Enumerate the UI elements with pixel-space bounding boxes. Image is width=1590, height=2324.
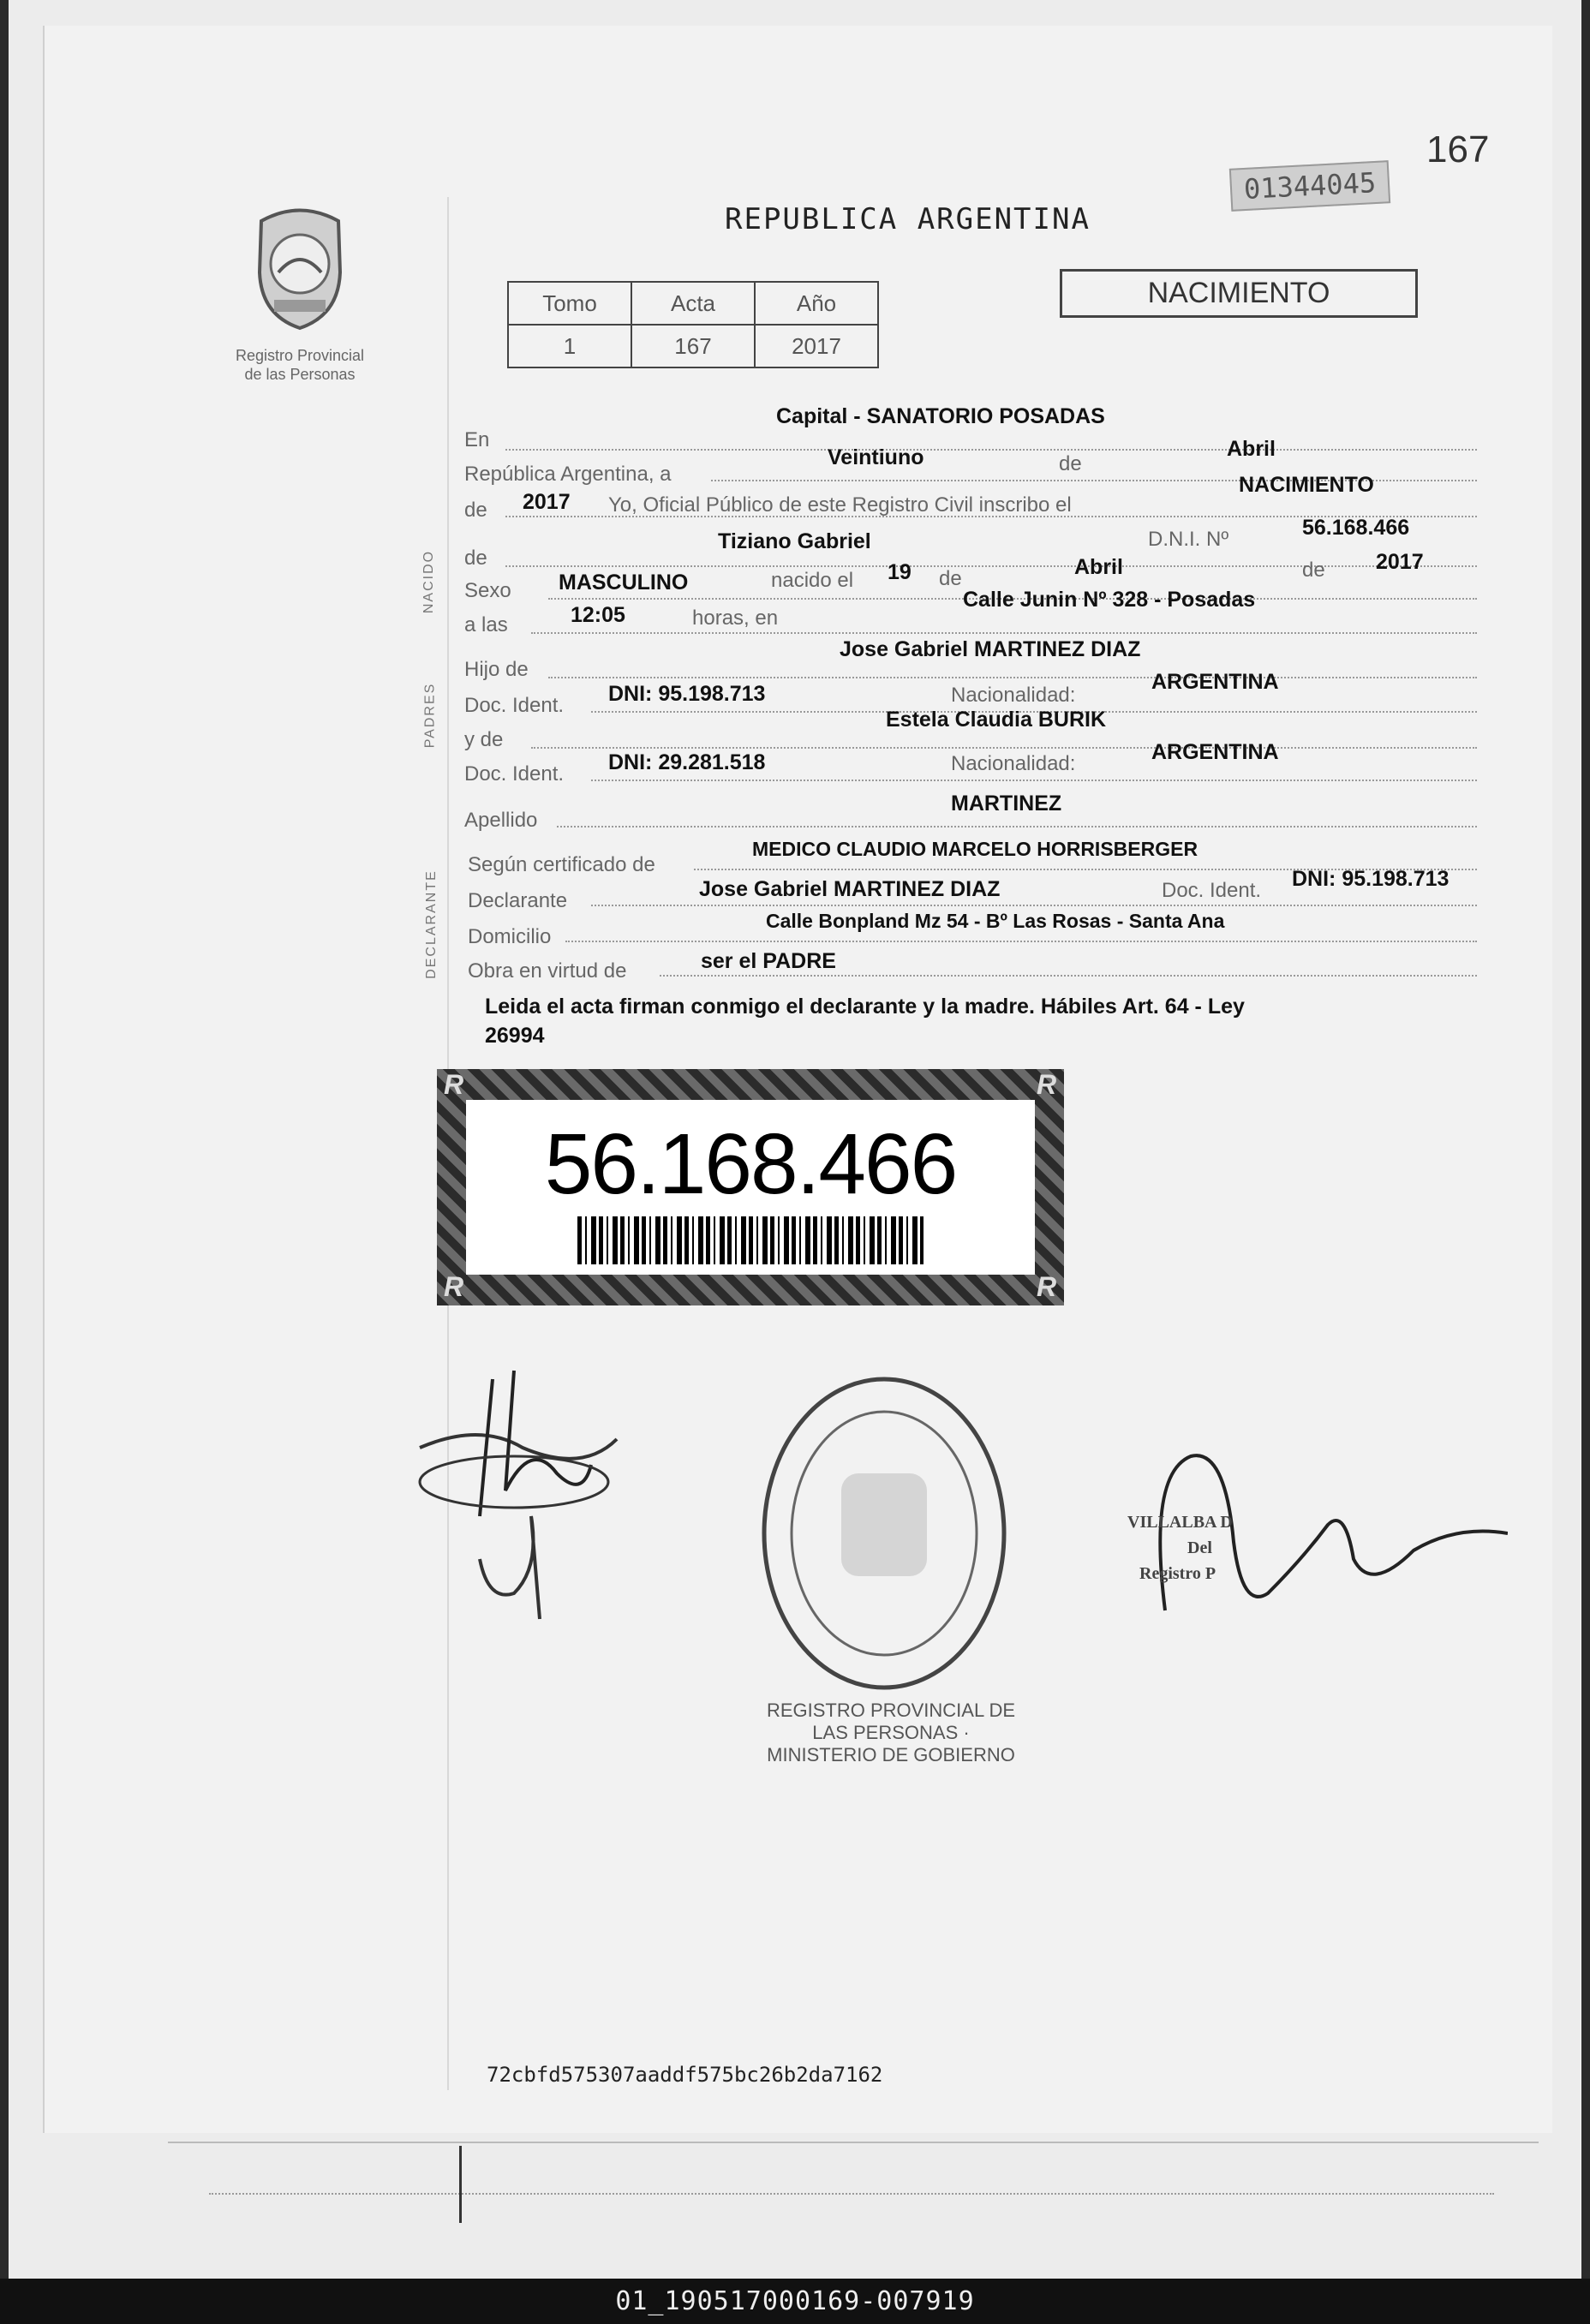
certificado-value: MEDICO CLAUDIO MARCELO HORRISBERGER — [752, 838, 1198, 860]
apellido-label: Apellido — [464, 809, 538, 832]
hijo-label: Hijo de — [464, 658, 529, 681]
document-title: REPUBLICA ARGENTINA — [725, 202, 1091, 236]
nacionalidad-label: Nacionalidad: — [951, 684, 1076, 707]
de3-label: de — [464, 547, 487, 570]
de-label: de — [1059, 452, 1082, 475]
obra-value: ser el PADRE — [701, 949, 836, 973]
domicilio-label: Domicilio — [468, 925, 552, 948]
dotted-line — [531, 747, 1477, 749]
official-seal-icon — [756, 1371, 1013, 1696]
record-table-values — [508, 325, 878, 367]
declarante-label: Declarante — [468, 889, 568, 912]
doc-label: Doc. Ident. — [464, 694, 565, 717]
card-mark: R — [1037, 1271, 1057, 1302]
record-table — [507, 281, 879, 368]
declarant-signature-icon — [411, 1345, 634, 1653]
apellido-value: MARTINEZ — [951, 792, 1062, 815]
nacionalidad2-label: Nacionalidad: — [951, 752, 1076, 775]
a-las-label: a las — [464, 613, 508, 636]
dni-label: D.N.I. Nº — [1148, 528, 1229, 551]
sheet-dotted-line — [209, 2193, 1494, 2195]
dotted-line — [591, 780, 1477, 781]
serial-stamp: 01344045 — [1229, 160, 1390, 212]
card-mark: R — [444, 1069, 464, 1100]
declarante-doc-value: DNI: 95.198.713 — [1292, 867, 1450, 891]
header-tomo: Tomo — [508, 282, 631, 325]
dni-value: 56.168.466 — [1302, 516, 1410, 540]
document-hash: 72cbfd575307aaddf575bc26b2da7162 — [487, 2063, 883, 2087]
lugar-value: Capital - SANATORIO POSADAS — [776, 404, 1105, 428]
de5-label: de — [1302, 559, 1325, 582]
lugar-nac-value: Calle Junin Nº 328 - Posadas — [963, 588, 1256, 612]
side-label-padres: PADRES — [422, 682, 438, 749]
padre-nac-value: ARGENTINA — [1151, 670, 1279, 694]
sheet-mark — [459, 2146, 462, 2223]
hora-value: 12:05 — [571, 603, 625, 627]
dotted-line — [531, 632, 1477, 634]
barcode-icon — [577, 1216, 924, 1264]
record-type-box: NACIMIENTO — [1060, 269, 1418, 318]
declarante-value: Jose Gabriel MARTINEZ DIAZ — [699, 877, 1001, 901]
side-label-nacido: NACIDO — [421, 549, 437, 614]
sheet-divider — [168, 2142, 1539, 2143]
dotted-line — [548, 677, 1477, 678]
sexo-label: Sexo — [464, 579, 511, 602]
card-mark: R — [444, 1271, 464, 1302]
domicilio-value: Calle Bonpland Mz 54 - Bº Las Rosas - Santa Ana — [766, 910, 1225, 932]
closing-note: Leida el acta firman conmigo el declarante y la madre. Hábiles Art. 64 - Ley 26994 — [485, 995, 1245, 1048]
nac-dia-value: 19 — [888, 560, 912, 584]
side-label-declarante: DECLARANTE — [423, 869, 439, 979]
mes-value: Abril — [1227, 437, 1276, 461]
madre-doc-value: DNI: 29.281.518 — [608, 750, 766, 774]
dni-card-number: 56.168.466 — [544, 1116, 957, 1212]
official-office: Registro P — [1139, 1564, 1216, 1583]
provincial-emblem-icon — [244, 204, 356, 332]
official-signature-icon — [1131, 1439, 1508, 1628]
madre-nac-value: ARGENTINA — [1151, 740, 1279, 764]
padre-value: Jose Gabriel MARTINEZ DIAZ — [840, 637, 1141, 661]
dni-card — [437, 1069, 1064, 1305]
value-tomo: 1 — [508, 325, 631, 367]
dotted-line — [557, 826, 1477, 827]
dni-card-label — [466, 1100, 1035, 1275]
de4-label: de — [939, 567, 962, 590]
nacido-label: nacido el — [771, 569, 854, 592]
horas-label: horas, en — [692, 606, 779, 630]
page-number: 167 — [1426, 128, 1490, 170]
dia-value: Veintiuno — [828, 445, 924, 469]
value-anio: 2017 — [755, 325, 878, 367]
dotted-line — [660, 975, 1477, 977]
scan-caption: 01_190517000169-007919 — [0, 2279, 1590, 2324]
anio-value: 2017 — [523, 490, 571, 514]
doc3-label: Doc. Ident. — [1162, 879, 1262, 902]
official-title: Del — [1187, 1538, 1212, 1557]
nac-mes-value: Abril — [1074, 555, 1123, 579]
padre-doc-value: DNI: 95.198.713 — [608, 682, 766, 706]
dotted-line — [505, 565, 1477, 567]
record-table-header — [508, 282, 878, 325]
obra-label: Obra en virtud de — [468, 959, 627, 983]
en-label: En — [464, 428, 490, 451]
tipo-value: NACIMIENTO — [1239, 473, 1374, 497]
oficial-text: Yo, Oficial Público de este Registro Civil inscribo el — [608, 493, 1072, 517]
dotted-line — [565, 941, 1477, 942]
doc2-label: Doc. Ident. — [464, 762, 565, 786]
yde-label: y de — [464, 728, 504, 751]
certificado-label: Según certificado de — [468, 853, 655, 876]
nombre-value: Tiziano Gabriel — [718, 529, 871, 553]
sexo-value: MASCULINO — [559, 571, 689, 594]
dotted-line — [591, 905, 1477, 906]
card-mark: R — [1037, 1069, 1057, 1100]
nac-anio-value: 2017 — [1376, 550, 1424, 574]
de2-label: de — [464, 499, 487, 522]
dotted-line — [505, 449, 1477, 451]
header-acta: Acta — [631, 282, 755, 325]
value-acta: 167 — [631, 325, 755, 367]
emblem-caption: Registro Provincial de las Personas — [235, 347, 365, 383]
header-anio: Año — [755, 282, 878, 325]
republica-label: República Argentina, a — [464, 463, 672, 486]
official-name: VILLALBA D — [1127, 1513, 1233, 1532]
seal-text: REGISTRO PROVINCIAL DE LAS PERSONAS · MINISTERIO DE GOBIERNO — [766, 1700, 1016, 1765]
madre-value: Estela Claudia BURIK — [886, 708, 1107, 732]
